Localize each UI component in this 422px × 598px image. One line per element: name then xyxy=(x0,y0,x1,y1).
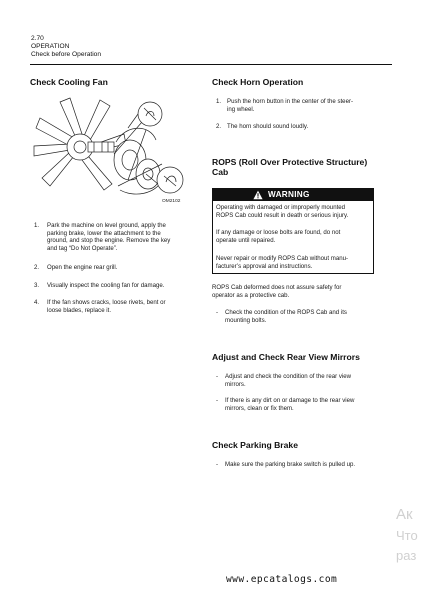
mirrors-bullet-1: - Adjust and check the condition of the rear view mirrors. xyxy=(216,373,352,388)
watermark-line-1: Ак xyxy=(396,506,413,523)
warning-triangle-icon xyxy=(253,190,263,200)
rops-bullet-1: - Check the condition of the ROPS Cab and its mounting bolts. xyxy=(216,309,347,324)
warning-para-2: If any damage or loose bolts are found, do not operate until repaired. xyxy=(216,229,341,244)
figure-code: OM2102 xyxy=(162,199,181,204)
parking-brake-heading: Check Parking Brake xyxy=(212,440,298,450)
horn-step-1: 1. Push the horn button in the center of the steer- ing wheel. xyxy=(216,98,354,113)
watermark-line-2: Что xyxy=(396,528,418,543)
brake-bullet-1: - Make sure the parking brake switch is pulled up. xyxy=(216,461,356,468)
horn-step-2: 2. The horn should sound loudly. xyxy=(216,123,309,130)
subsection-title: Check before Operation xyxy=(31,51,102,58)
mirrors-bullet-2: - If there is any dirt on or damage to the rear view mirrors, clean or fix them. xyxy=(216,397,355,412)
mirrors-heading: Adjust and Check Rear View Mirrors xyxy=(212,352,360,362)
warning-para-3: Never repair or modify ROPS Cab without manu- facturer’s approval and instructions. xyxy=(216,255,349,270)
cooling-step-4: 4. If the fan shows cracks, loose rivets, bent or loose blades, replace it. xyxy=(34,299,166,314)
horn-heading: Check Horn Operation xyxy=(212,77,304,87)
page-number: 2.70 xyxy=(31,35,44,42)
cooling-fan-illustration xyxy=(30,94,192,206)
rops-body: ROPS Cab deformed does not assure safety for operator as a protective cab. xyxy=(212,284,342,299)
section-title: OPERATION xyxy=(31,43,70,50)
rops-heading-line2: Cab xyxy=(212,167,229,177)
cooling-step-2: 2. Open the engine rear grill. xyxy=(34,264,118,271)
warning-para-1: Operating with damaged or improperly mounted ROPS Cab could result in death or serious injury. xyxy=(216,204,349,219)
warning-label: WARNING xyxy=(268,190,310,199)
watermark-line-3: раз xyxy=(396,548,417,563)
footer-url: www.epcatalogs.com xyxy=(226,574,338,585)
rops-heading-line1: ROPS (Roll Over Protective Structure) xyxy=(212,157,368,167)
header-rule xyxy=(30,64,392,65)
cooling-step-1: 1. Park the machine on level ground, apply the parking brake, lower the attachment to the ground, and stop the engine. Remove the key and tag “Do Not Operate”. xyxy=(34,222,171,252)
cooling-fan-heading: Check Cooling Fan xyxy=(30,77,108,87)
cooling-step-3: 3. Visually inspect the cooling fan for damage. xyxy=(34,282,165,289)
